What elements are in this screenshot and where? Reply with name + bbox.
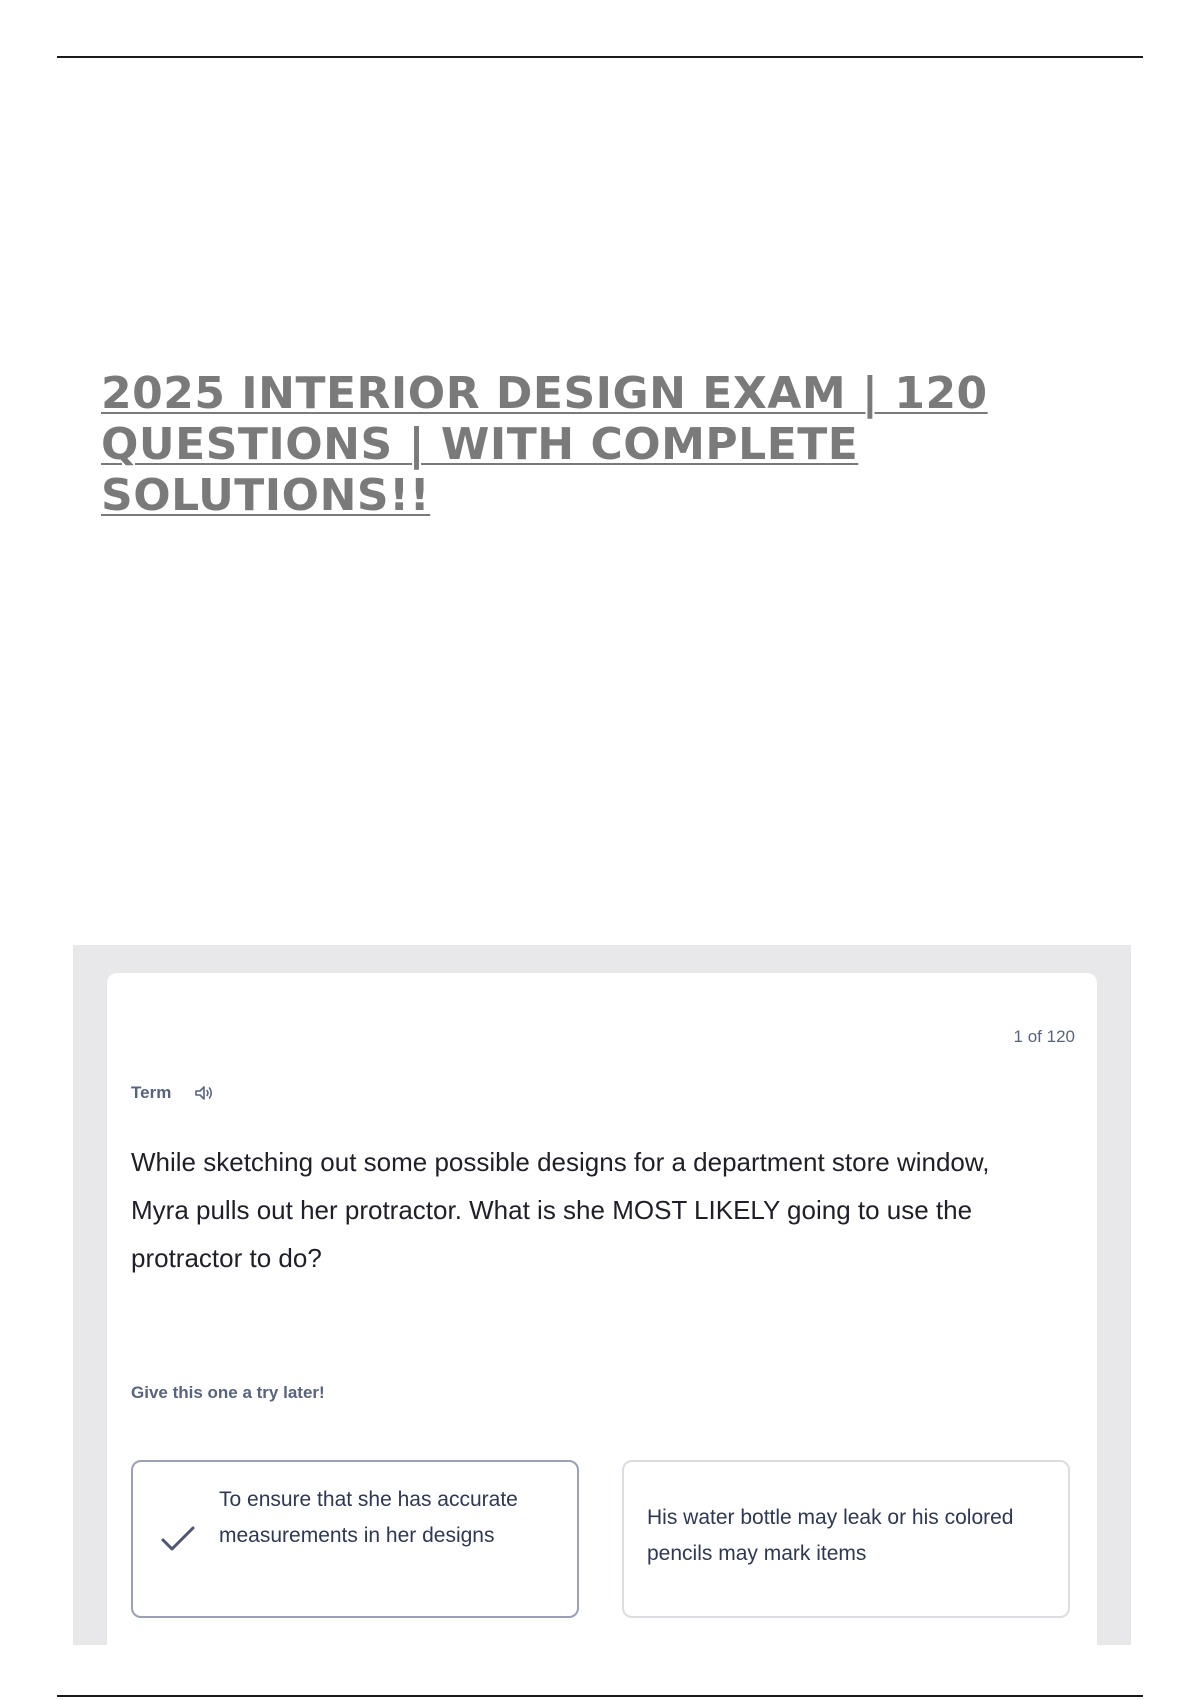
- answer-option-1[interactable]: [131, 1460, 579, 1618]
- checkmark-icon: [159, 1524, 197, 1554]
- flashcard: [107, 973, 1097, 1645]
- card-counter: 1 of 120: [1013, 1027, 1075, 1046]
- answer-option-text: To ensure that she has accurate measurements in her designs: [219, 1488, 518, 1547]
- answer-option-text: His water bottle may leak or his colored pencils may mark items: [647, 1506, 1014, 1565]
- question-text: While sketching out some possible designs for a department store window, Myra pulls out her protractor. What is she MOST LIKELY going to use the protractor to do?: [131, 1147, 990, 1273]
- term-header: [131, 1083, 217, 1103]
- top-rule: [57, 56, 1143, 58]
- document-title: 2025 INTERIOR DESIGN EXAM | 120 QUESTIONS | WITH COMPLETE SOLUTIONS!!: [101, 368, 988, 521]
- term-label: Term: [131, 1083, 172, 1102]
- speaker-icon[interactable]: [193, 1083, 217, 1103]
- answer-option-2[interactable]: [622, 1460, 1070, 1618]
- flashcard-panel: [73, 945, 1131, 1645]
- try-later-link[interactable]: Give this one a try later!: [131, 1383, 325, 1402]
- bottom-rule: [57, 1695, 1143, 1697]
